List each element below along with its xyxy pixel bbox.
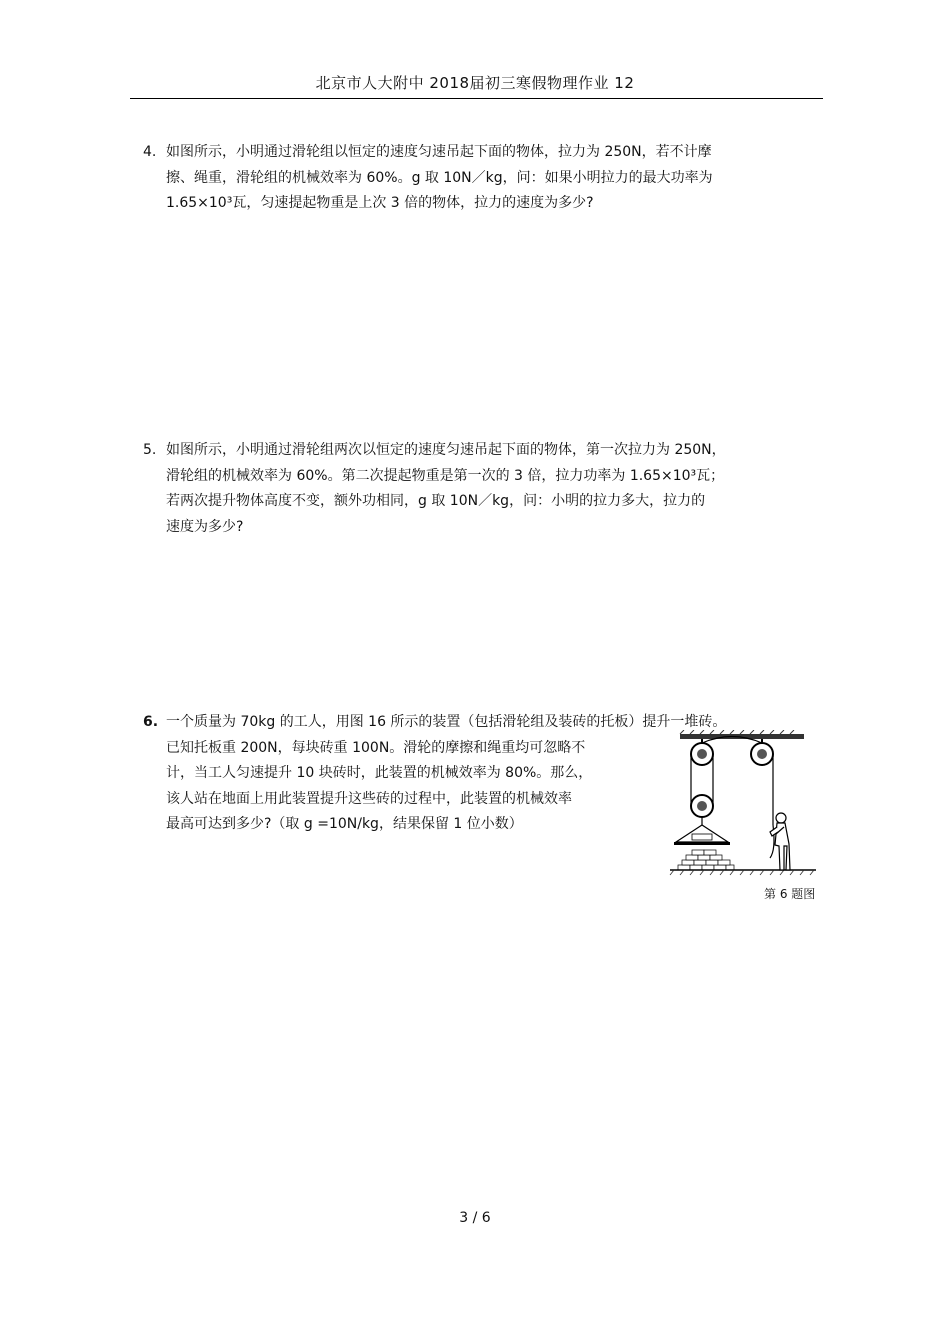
- question-line: 一个质量为 70kg 的工人，用图 16 所示的装置（包括滑轮组及装砖的托板）提升一堆砖。: [166, 714, 727, 730]
- question-number: 6.: [143, 714, 159, 730]
- question-line: 1.65×10³瓦，匀速提起物重是上次 3 倍的物体，拉力的速度为多少?: [166, 195, 594, 211]
- pulley-system-figure: [666, 730, 822, 880]
- brick-tray: [676, 825, 728, 842]
- question-number: 5.: [143, 442, 157, 458]
- question-line: 如图所示，小明通过滑轮组以恒定的速度匀速吊起下面的物体，拉力为 250N，若不计摩: [166, 144, 712, 160]
- question-line: 如图所示，小明通过滑轮组两次以恒定的速度匀速吊起下面的物体，第一次拉力为 250N，: [166, 442, 726, 458]
- question-line: 速度为多少?: [166, 518, 244, 535]
- question-line: 该人站在地面上用此装置提升这些砖的过程中，此装置的机械效率: [166, 790, 572, 807]
- brick-pile: [678, 850, 734, 870]
- question-4: [143, 140, 813, 217]
- question-line: 滑轮组的机械效率为 60%。第二次提起物重是第一次的 3 倍，拉力功率为 1.65×10³瓦；: [166, 467, 725, 484]
- header-rule: [130, 98, 823, 99]
- question-5: [143, 438, 813, 540]
- question-line: 已知托板重 200N，每块砖重 100N。滑轮的摩擦和绳重均可忽略不: [166, 739, 586, 756]
- ceiling-beam: [680, 734, 804, 739]
- page-number: 3 / 6: [459, 1210, 491, 1226]
- question-line: 最高可达到多少?（取 g =10N/kg，结果保留 1 位小数）: [166, 816, 523, 832]
- page-header: 北京市人大附中 2018届初三寒假物理作业 12: [315, 74, 635, 92]
- question-line: 擦、绳重，滑轮组的机械效率为 60%。g 取 10N／kg，问：如果小明拉力的最大功率为: [166, 169, 713, 186]
- question-line: 计，当工人匀速提升 10 块砖时，此装置的机械效率为 80%。那么，: [166, 765, 593, 781]
- question-number: 4.: [143, 144, 157, 160]
- question-line: 若两次提升物体高度不变，额外功相同，g 取 10N／kg，问：小明的拉力多大，拉力的: [166, 493, 706, 509]
- figure-caption: 第 6 题图: [764, 887, 816, 901]
